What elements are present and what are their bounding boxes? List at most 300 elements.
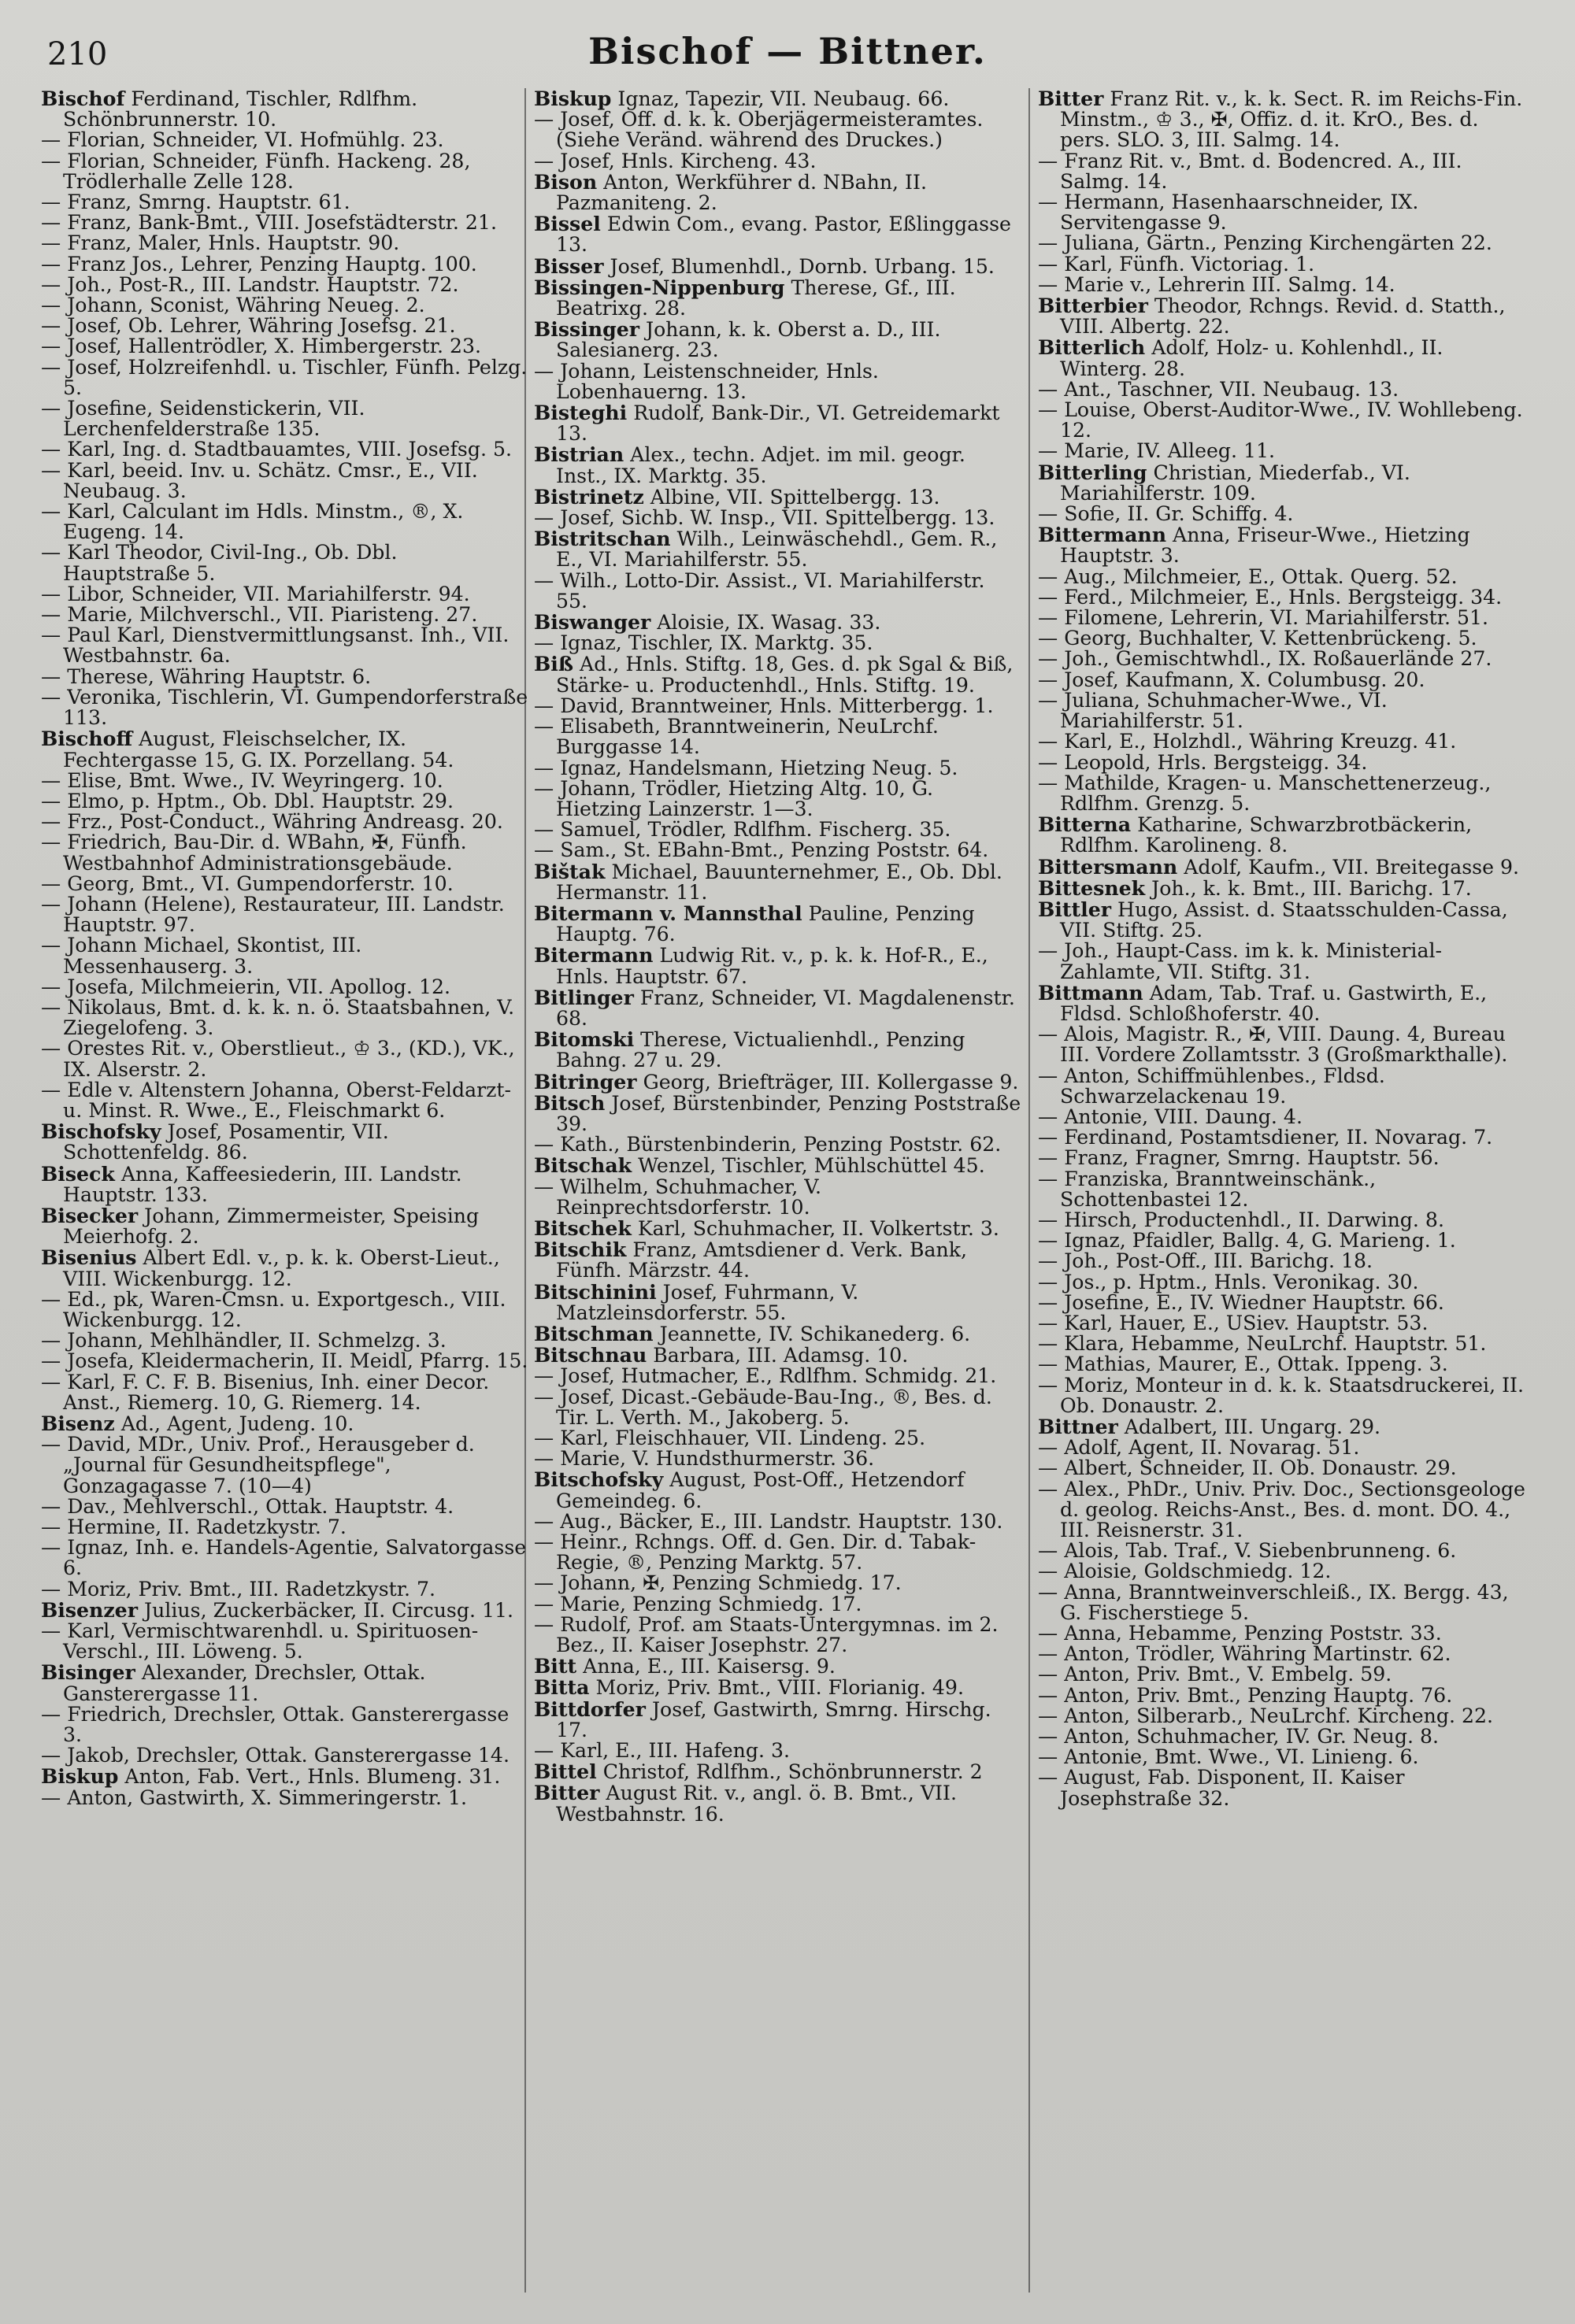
surname: Bisenzer <box>41 1597 138 1622</box>
directory-entry-continuation <box>1038 649 1526 669</box>
entry-text: — Anton, Gastwirth, X. Simmeringerstr. 1. <box>41 1786 468 1809</box>
entry-text: — Hermine, II. Radetzkystr. 7. <box>41 1515 346 1539</box>
directory-entry-continuation <box>534 840 1022 860</box>
directory-entry-continuation <box>41 1579 529 1600</box>
directory-entry-surname <box>41 1662 529 1704</box>
directory-entry-continuation <box>41 192 529 213</box>
entry-text: — Karl, E., Holzhdl., Währing Kreuzg. 41. <box>1038 730 1457 753</box>
directory-entry-continuation <box>534 109 1022 150</box>
entry-text: — Elise, Bmt. Wwe., IV. Weyringerg. 10. <box>41 768 443 792</box>
surname: Bisenz <box>41 1412 115 1435</box>
directory-entry-continuation <box>1038 272 1526 296</box>
entry-text: Anna, Friseur-Wwe., Hietzing Hauptstr. 3. <box>1060 524 1470 568</box>
entry-text: — Adolf, Agent, II. Novarag. 51. <box>1038 1436 1360 1460</box>
directory-entry-continuation <box>534 758 1022 779</box>
entry-text: — Juliana, Gärtn., Penzing Kirchengärten 22. <box>1038 231 1492 255</box>
entry-text: — Josef, Kaufmann, X. Columbusg. 20. <box>1038 668 1425 691</box>
entry-text: — Karl, Fünfh. Victoriag. 1. <box>1038 252 1315 276</box>
entry-text: — Moriz, Priv. Bmt., III. Radetzkystr. 7. <box>41 1577 436 1601</box>
entry-text: Anna, Kaffeesiederin, III. Landstr. Hauptstr. 133. <box>63 1162 462 1206</box>
entry-text: — Aug., Bäcker, E., III. Landstr. Hauptstr. 130. <box>534 1509 1003 1533</box>
directory-entry-surname <box>1038 295 1526 337</box>
entry-text: — Josef, Holzreifenhdl. u. Tischler, Fünfh. Pelzg. 5. <box>41 355 528 399</box>
entry-text: — Ferd., Milchmeier, E., Hnls. Bergsteigg. 34. <box>1038 585 1503 609</box>
surname: Biß <box>534 652 573 676</box>
entry-text: — Wilh., Lotto-Dir. Assist., VI. Mariahilferstr. 55. <box>534 568 985 612</box>
entry-text: — Joh., Haupt-Cass. im k. k. Ministerial-Zahlamte, VII. Stiftg. 31. <box>1038 939 1443 983</box>
directory-entry-continuation <box>1038 1272 1526 1293</box>
entry-text: Josef, Posamentir, VII. Schottenfeldg. 86. <box>63 1120 389 1164</box>
directory-entry-continuation <box>1038 731 1526 752</box>
entry-text: — Johann, Trödler, Hietzing Altg. 10, G. Hietzing Lainzerstr. 1—3. <box>534 776 934 820</box>
directory-entry-continuation <box>41 1038 529 1079</box>
directory-entry-continuation <box>534 1612 1022 1657</box>
directory-entry-surname <box>534 1090 1022 1135</box>
directory-entry-surname <box>534 861 1022 903</box>
surname: Bitlinger <box>534 985 634 1009</box>
entry-text: — Kath., Bürstenbinderin, Penzing Poststr. 62. <box>534 1133 1002 1156</box>
directory-entry-surname <box>534 1218 1022 1239</box>
directory-entry-continuation <box>41 935 529 976</box>
directory-entry-surname <box>534 1279 1022 1324</box>
directory-entry-surname <box>534 1656 1022 1677</box>
entry-text: — Franz Jos., Lehrer, Penzing Hauptg. 100. <box>41 252 477 276</box>
directory-entry-surname <box>1038 1416 1526 1438</box>
surname: Bittel <box>534 1760 597 1784</box>
surname: Bitschnau <box>534 1343 647 1367</box>
directory-entry-continuation <box>41 1080 529 1121</box>
entry-text: — Sofie, II. Gr. Schiffg. 4. <box>1038 502 1294 526</box>
directory-entry-surname <box>534 1155 1022 1176</box>
directory-entry-continuation <box>534 1177 1022 1218</box>
directory-entry-continuation <box>534 361 1022 402</box>
directory-entry-continuation <box>1038 628 1526 649</box>
entry-text: — Mathilde, Kragen- u. Manschettenerzeug., Rdlfhm. Grenzg. 5. <box>1038 771 1492 815</box>
entry-text: Josef, Fuhrmann, V. Matzleinsdorferstr. 55. <box>556 1280 859 1324</box>
entry-text: — Marie v., Lehrerin III. Salmg. 14. <box>1038 272 1395 296</box>
entry-text: — Florian, Schneider, VI. Hofmühlg. 23. <box>41 128 444 152</box>
entry-text: — Josef, Off. d. k. k. Oberjägermeisteramtes. (Siehe Veränd. während des Druckes.) <box>534 108 984 152</box>
surname: Bisteghi <box>534 401 628 425</box>
directory-entry-surname <box>534 444 1022 486</box>
entry-text: — Josef, Ob. Lehrer, Währing Josefsg. 21. <box>41 314 456 338</box>
directory-entry-continuation <box>41 791 529 812</box>
entry-text: Wilh., Leinwäschehdl., Gem. R., E., VI. Mariahilferstr. 55. <box>556 527 998 572</box>
entry-text: — Dav., Mehlverschl., Ottak. Hauptstr. 4. <box>41 1494 454 1518</box>
entry-text: — Franz, Bank-Bmt., VIII. Josefstädterstr. 21. <box>41 211 497 235</box>
surname: Bissinger <box>534 317 640 342</box>
entry-text: — Marie, Milchverschl., VII. Piaristeng. 27. <box>41 603 478 627</box>
surname: Bitter <box>1038 87 1104 110</box>
entry-text: — Hermann, Hasenhaarschneider, IX. Servitengasse 9. <box>1038 191 1419 235</box>
directory-entry-continuation <box>41 664 529 688</box>
directory-entry-continuation <box>41 1517 529 1538</box>
entry-text: — Anton, Trödler, Währing Martinstr. 62. <box>1038 1642 1451 1666</box>
directory-entry-continuation <box>534 1741 1022 1761</box>
directory-entry-continuation <box>41 1494 529 1518</box>
entry-text: Therese, Gf., III. Beatrixg. 28. <box>556 276 956 320</box>
directory-entry-continuation <box>41 1330 529 1351</box>
directory-entry-surname <box>534 1782 1022 1824</box>
directory-entry-surname <box>41 1121 529 1163</box>
directory-entry-continuation <box>41 605 529 625</box>
entry-text: — Libor, Schneider, VII. Mariahilferstr. 94. <box>41 582 470 605</box>
entry-text: — Friedrich, Bau-Dir. d. WBahn, ✠, Fünfh. Westbahnhof Administrationsgebäude. <box>41 831 467 875</box>
directory-entry-continuation <box>1038 1683 1526 1707</box>
directory-entry-surname <box>534 88 1022 109</box>
surname: Bitschman <box>534 1321 654 1345</box>
surname: Bitermann v. Mannsthal <box>534 901 802 925</box>
entry-text: — Karl, Hauer, E., USiev. Hauptstr. 53. <box>1038 1311 1429 1334</box>
directory-entry-surname <box>534 612 1022 633</box>
surname: Bitterbier <box>1038 294 1148 318</box>
entry-text: — Karl, Calculant im Hdls. Minstm., ®, X. Eugeng. 14. <box>41 500 464 544</box>
entry-text: — Albert, Schneider, II. Ob. Donaustr. 29. <box>1038 1456 1457 1480</box>
directory-entry-continuation <box>41 336 529 357</box>
directory-entry-continuation <box>41 1704 529 1745</box>
directory-entry-continuation <box>1038 1230 1526 1251</box>
directory-entry-continuation <box>1038 1458 1526 1478</box>
directory-entry-continuation <box>41 213 529 233</box>
directory-entry-continuation <box>1038 1169 1526 1210</box>
directory-entry-continuation <box>534 1449 1022 1469</box>
entry-text: Franz Rit. v., k. k. Sect. R. im Reichs-Fin. Minstm., ♔ 3., ✠, Offiz. d. it. KrO., Bes. d. pers. SLO. 3, III. Salmg. 14. <box>1060 87 1523 152</box>
entry-text: Karl, Schuhmacher, II. Volkertstr. 3. <box>631 1216 999 1240</box>
directory-entry-surname <box>41 1161 529 1206</box>
entry-text: — David, MDr., Univ. Prof., Herausgeber d. „Journal für Gesundheitspflege", Gonzagagasse 7. (10—4) <box>41 1433 475 1497</box>
directory-entry-continuation <box>1038 1334 1526 1354</box>
entry-text: — Josef, Hnls. Kircheng. 43. <box>534 149 817 172</box>
entry-text: Joh., k. k. Bmt., III. Barichg. 17. <box>1145 876 1472 900</box>
surname: Bisinger <box>41 1660 135 1685</box>
entry-text: Ferdinand, Tischler, Rdlfhm. Schönbrunnerstr. 10. <box>63 87 418 131</box>
entry-text: Alex., techn. Adjet. im mil. geogr. Inst., IX. Marktg. 35. <box>556 443 965 487</box>
entry-text: — Frz., Post-Conduct., Währing Andreasg. 20. <box>41 810 503 834</box>
entry-text: Alexander, Drechsler, Ottak. Gansterergasse 11. <box>63 1661 426 1705</box>
directory-entry-surname <box>534 528 1022 570</box>
entry-text: Rudolf, Bank-Dir., VI. Getreidemarkt 13. <box>556 402 1000 446</box>
directory-entry-continuation <box>1038 670 1526 690</box>
entry-text: — Johann, ✠, Penzing Schmiedg. 17. <box>534 1571 902 1595</box>
column-1 <box>41 88 529 1808</box>
directory-entry-continuation <box>41 130 529 150</box>
entry-text: — Elmo, p. Hptm., Ob. Dbl. Hauptstr. 29. <box>41 789 454 812</box>
entry-text: — Karl, F. C. F. B. Bisenius, Inh. einer Decor. Anst., Riemerg. 10, G. Riemerg. 14. <box>41 1370 490 1414</box>
directory-entry-surname <box>534 319 1022 361</box>
directory-entry-surname <box>1038 88 1526 151</box>
directory-entry-continuation <box>1038 1438 1526 1458</box>
directory-entry-continuation <box>1038 1313 1526 1334</box>
directory-entry-continuation <box>534 1387 1022 1428</box>
surname: Bittdorfer <box>534 1697 646 1721</box>
entry-text: Adolf, Holz- u. Kohlenhdl., II. Winterg. 28. <box>1060 336 1443 380</box>
directory-entry-continuation <box>41 398 529 439</box>
directory-entry-continuation <box>41 151 529 192</box>
entry-text: — Leopold, Hrls. Bergsteigg. 34. <box>1038 750 1368 774</box>
surname: Bittner <box>1038 1415 1118 1438</box>
surname: Bistritschan <box>534 527 671 551</box>
entry-text: — Joh., Gemischtwhdl., IX. Roßauerlände 27. <box>1038 647 1492 671</box>
entry-text: — Karl, Ing. d. Stadtbauamtes, VIII. Josefsg. 5. <box>41 438 513 461</box>
entry-text: Albine, VII. Spittelbergg. 13. <box>643 485 940 509</box>
surname: Bitschak <box>534 1153 632 1178</box>
directory-entry-continuation <box>1038 1107 1526 1127</box>
entry-text: Anna, E., III. Kaisersg. 9. <box>576 1655 836 1678</box>
directory-entry-continuation <box>41 625 529 666</box>
directory-entry-continuation <box>1038 1664 1526 1685</box>
directory-entry-surname <box>534 213 1022 255</box>
entry-text: — Ignaz, Handelsmann, Hietzing Neug. 5. <box>534 756 958 779</box>
directory-entry-continuation <box>1038 1644 1526 1664</box>
surname: Bitschek <box>534 1216 632 1240</box>
directory-entry-continuation <box>534 1428 1022 1449</box>
entry-text: August, Post-Off., Hetzendorf Gemeindeg. 6. <box>556 1468 965 1512</box>
entry-text: Adam, Tab. Traf. u. Gastwirth, E., Fldsd. Schloßhoferstr. 40. <box>1060 981 1488 1025</box>
directory-entry-surname <box>534 1029 1022 1071</box>
entry-text: Johann, Zimmermeister, Speising Meierhofg. 2. <box>63 1204 480 1249</box>
directory-entry-continuation <box>1038 773 1526 814</box>
entry-text: — Aloisie, Goldschmiedg. 12. <box>1038 1560 1332 1583</box>
directory-entry-continuation <box>41 295 529 316</box>
directory-entry-continuation <box>1038 1354 1526 1375</box>
directory-entry-surname <box>534 253 1022 278</box>
directory-entry-surname <box>534 1677 1022 1698</box>
directory-entry-continuation <box>41 874 529 894</box>
entry-text: — Wilhelm, Schuhmacher, V. Reinprechtsdorferstr. 10. <box>534 1175 822 1219</box>
entry-text: — Georg, Buchhalter, V. Kettenbrückeng. 5. <box>1038 627 1477 650</box>
entry-text: — Friedrich, Drechsler, Ottak. Gansterergasse 3. <box>41 1702 510 1747</box>
entry-text: — Antonie, VIII. Daung. 4. <box>1038 1105 1303 1128</box>
entry-text: Johann, k. k. Oberst a. D., III. Salesianerg. 23. <box>556 318 941 362</box>
directory-entry-continuation <box>41 1788 529 1808</box>
directory-entry-continuation <box>1038 1066 1526 1107</box>
entry-text: — Marie, V. Hundsthurmerstr. 36. <box>534 1447 875 1471</box>
entry-text: — Florian, Schneider, Fünfh. Hackeng. 28, Trödlerhalle Zelle 128. <box>41 149 471 193</box>
directory-entry-surname <box>534 1699 1022 1741</box>
page-header <box>0 30 1575 85</box>
directory-entry-continuation <box>41 1621 529 1662</box>
surname: Bissingen-Nippenburg <box>534 275 785 299</box>
entry-text: August, Fleischselcher, IX. Fechtergasse 15, G. IX. Porzellang. 54. <box>63 727 454 772</box>
directory-entry-continuation <box>41 254 529 275</box>
surname: Bittermann <box>1038 523 1167 547</box>
directory-entry-continuation <box>534 1594 1022 1615</box>
entry-text: August Rit. v., angl. ö. B. Bmt., VII. Westbahnstr. 16. <box>556 1782 957 1826</box>
entry-text: Franz, Amtsdiener d. Verk. Bank, Fünfh. Märzstr. 44. <box>556 1238 968 1282</box>
entry-text: — Elisabeth, Branntweinerin, NeuLrchf. Burggasse 14. <box>534 715 939 759</box>
entry-text: — Franz, Fragner, Smrng. Hauptstr. 56. <box>1038 1146 1440 1170</box>
surname: Bitterna <box>1038 812 1132 837</box>
surname: Bistrian <box>534 442 624 467</box>
directory-entry-continuation <box>1038 151 1526 192</box>
directory-entry-continuation <box>41 1745 529 1766</box>
directory-entry-continuation <box>534 508 1022 528</box>
directory-entry-continuation <box>1038 1148 1526 1168</box>
entry-text: — Rudolf, Prof. am Staats-Untergymnas. im 2. Bez., II. Kaiser Josephstr. 27. <box>534 1612 999 1657</box>
column-3 <box>1038 88 1526 1809</box>
directory-entry-continuation <box>41 1287 529 1331</box>
surname: Bisecker <box>41 1203 139 1227</box>
entry-text: — Marie, Penzing Schmiedg. 17. <box>534 1592 862 1615</box>
entry-text: Hugo, Assist. d. Staatsschulden-Cassa, VII. Stiftg. 25. <box>1060 897 1508 942</box>
directory-entry-continuation <box>534 1509 1022 1533</box>
entry-text: — Anna, Hebamme, Penzing Poststr. 33. <box>1038 1622 1442 1645</box>
directory-entry-surname <box>41 1597 529 1622</box>
entry-text: — Ant., Taschner, VII. Neubaug. 13. <box>1038 377 1399 401</box>
column-2 <box>534 88 1022 1825</box>
entry-text: — Johann Michael, Skontist, III. Messenhauserg. 3. <box>41 934 362 978</box>
surname: Bištak <box>534 859 606 883</box>
entry-text: — Antonie, Bmt. Wwe., VI. Linieng. 6. <box>1038 1745 1419 1769</box>
surname: Bitta <box>534 1675 590 1700</box>
surname: Bison <box>534 169 598 194</box>
directory-entry-continuation <box>41 832 529 873</box>
directory-entry-surname <box>534 945 1022 986</box>
directory-entry-continuation <box>41 812 529 832</box>
entry-text: — Karl, Vermischtwarenhdl. u. Spirituosen-Verschl., III. Löweng. 5. <box>41 1619 479 1663</box>
entry-text: — Jakob, Drechsler, Ottak. Gansterergasse 14. <box>41 1744 510 1767</box>
directory-entry-continuation <box>1038 254 1526 275</box>
surname: Bitter <box>534 1781 600 1805</box>
entry-text: — Joh., Post-Off., III. Barichg. 18. <box>1038 1249 1373 1273</box>
directory-entry-continuation <box>1038 400 1526 441</box>
entry-text: Theodor, Rchngs. Revid. d. Statth., VIII. Albertg. 22. <box>1060 294 1506 339</box>
entry-text: — Samuel, Trödler, Rdlfhm. Fischerg. 35. <box>534 818 951 842</box>
entry-text: Adalbert, III. Ungarg. 29. <box>1117 1415 1381 1438</box>
directory-entry-continuation <box>41 1372 529 1413</box>
entry-text: Albert Edl. v., p. k. k. Oberst-Lieut., VIII. Wickenburgg. 12. <box>63 1246 500 1290</box>
entry-text: — Aug., Milchmeier, E., Ottak. Querg. 52. <box>1038 564 1458 588</box>
entry-text: — Josef, Sichb. W. Insp., VII. Spittelbergg. 13. <box>534 506 995 530</box>
surname: Bischoff <box>41 727 133 751</box>
entry-text: — Ignaz, Inh. e. Handels-Agentie, Salvatorgasse 6. <box>41 1536 527 1580</box>
directory-entry-surname <box>534 402 1022 444</box>
directory-entry-surname <box>1038 854 1526 879</box>
entry-text: — Johann (Helene), Restaurateur, III. Landstr. Hauptstr. 97. <box>41 892 505 937</box>
entry-text: Christian, Miederfab., VI. Mariahilferstr. 109. <box>1060 461 1410 505</box>
directory-entry-surname <box>41 1247 529 1289</box>
directory-entry-continuation <box>1038 1706 1526 1726</box>
surname: Bitschofsky <box>534 1467 664 1492</box>
directory-entry-surname <box>534 1071 1022 1093</box>
entry-text: Moriz, Priv. Bmt., VIII. Florianig. 49. <box>589 1676 964 1700</box>
entry-text: Anton, Fab. Vert., Hnls. Blumeng. 31. <box>118 1765 501 1789</box>
directory-entry-surname <box>534 1761 1022 1782</box>
entry-text: — Karl, beeid. Inv. u. Schätz. Cmsr., E., VII. Neubaug. 3. <box>41 458 478 502</box>
surname: Bitschik <box>534 1238 627 1262</box>
directory-entry-continuation <box>1038 1747 1526 1767</box>
directory-entry-continuation <box>41 439 529 460</box>
entry-text: — Anton, Schiffmühlenbes., Fldsd. Schwarzelackenau 19. <box>1038 1064 1385 1108</box>
entry-text: — Filomene, Lehrerin, VI. Mariahilferstr. 51. <box>1038 606 1489 630</box>
surname: Bitermann <box>534 943 654 968</box>
directory-entry-continuation <box>41 768 529 792</box>
entry-text: — Therese, Währing Hauptstr. 6. <box>41 664 372 688</box>
entry-text: — Ed., pk, Waren-Cmsn. u. Exportgesch., VIII. Wickenburgg. 12. <box>41 1287 506 1331</box>
entry-text: Edwin Com., evang. Pastor, Eßlinggasse 13. <box>556 213 1011 257</box>
entry-text: Ignaz, Tapezir, VII. Neubaug. 66. <box>611 87 950 110</box>
directory-entry-surname <box>1038 524 1526 566</box>
surname: Bitringer <box>534 1069 637 1094</box>
entry-text: — Paul Karl, Dienstvermittlungsanst. Inh., VII. Westbahnstr. 6a. <box>41 624 510 668</box>
directory-entry-continuation <box>1038 608 1526 628</box>
directory-entry-continuation <box>41 687 529 728</box>
entry-text: — Josefa, Milchmeierin, VII. Apollog. 12. <box>41 975 450 998</box>
entry-text: Aloisie, IX. Wasag. 33. <box>650 611 881 635</box>
entry-text: Katharine, Schwarzbrotbäckerin, Rdlfhm. Karolineng. 8. <box>1060 813 1473 857</box>
directory-entry-continuation <box>1038 690 1526 731</box>
column-divider <box>1028 88 1030 2293</box>
entry-text: — Alois, Magistr. R., ✠, VIII. Daung. 4, Bureau III. Vordere Zollamtsstr. 3 (Großmarkthalle). <box>1038 1023 1508 1067</box>
directory-entry-continuation <box>1038 1726 1526 1747</box>
directory-entry-continuation <box>1038 233 1526 253</box>
entry-text: — Klara, Hebamme, NeuLrchf. Hauptstr. 51. <box>1038 1332 1487 1356</box>
entry-text: — Moriz, Monteur in d. k. k. Staatsdruckerei, II. Ob. Donaustr. 2. <box>1038 1373 1525 1417</box>
directory-entry-continuation <box>1038 1210 1526 1230</box>
entry-text: — Hirsch, Productenhdl., II. Darwing. 8. <box>1038 1208 1444 1231</box>
directory-entry-surname <box>41 88 529 130</box>
entry-text: Barbara, III. Adamsg. 10. <box>647 1344 909 1367</box>
directory-entry-continuation <box>41 1538 529 1578</box>
entry-text: — Georg, Bmt., VI. Gumpendorferstr. 10. <box>41 872 454 895</box>
entry-text: — Franz, Smrng. Hauptstr. 61. <box>41 191 350 214</box>
directory-entry-continuation <box>41 1351 529 1371</box>
entry-text: Adolf, Kaufm., VII. Breitegasse 9. <box>1177 855 1520 879</box>
entry-text: — Anton, Schuhmacher, IV. Gr. Neug. 8. <box>1038 1725 1440 1749</box>
directory-entry-continuation <box>1038 1290 1526 1314</box>
entry-text: — Johann, Mehlhändler, II. Schmelzg. 3. <box>41 1329 447 1353</box>
entry-text: — Heinr., Rchngs. Off. d. Gen. Dir. d. Tabak-Regie, ®, Penzing Marktg. 57. <box>534 1530 976 1575</box>
directory-entry-continuation <box>41 357 529 398</box>
entry-text: — Ignaz, Pfaidler, Ballg. 4, G. Marieng. 1. <box>1038 1229 1456 1253</box>
entry-text: Josef, Gastwirth, Smrng. Hirschg. 17. <box>556 1697 991 1741</box>
directory-entry-continuation <box>1038 564 1526 588</box>
entry-text: — Ferdinand, Postamtsdiener, II. Novarag. 7. <box>1038 1126 1493 1149</box>
surname: Bischof <box>41 87 125 110</box>
entry-text: Julius, Zuckerbäcker, II. Circusg. 11. <box>137 1598 514 1622</box>
directory-entry-continuation <box>534 1573 1022 1593</box>
entry-text: — Josef, Hallentrödler, X. Himbergerstr. 23. <box>41 335 482 358</box>
directory-entry-continuation <box>534 633 1022 653</box>
page-title: Bischof — Bittner. <box>588 30 987 72</box>
surname: Bischofsky <box>41 1119 161 1144</box>
directory-entry-surname <box>534 169 1022 215</box>
entry-text: — Johann, Leistenschneider, Hnls. Lobenhauerng. 13. <box>534 359 879 403</box>
entry-text: — Karl, Fleischhauer, VII. Lindeng. 25. <box>534 1427 926 1449</box>
entry-text: — Karl, E., III. Hafeng. 3. <box>534 1739 791 1763</box>
entry-text: — Johann, Sconist, Währing Neueg. 2. <box>41 294 425 317</box>
entry-text: — Joh., Post-R., III. Landstr. Hauptstr. 72. <box>41 272 459 296</box>
directory-entry-continuation <box>1038 1582 1526 1623</box>
surname: Bitterling <box>1038 460 1147 484</box>
surname: Bitschinini <box>534 1279 657 1304</box>
directory-entry-surname <box>534 1323 1022 1345</box>
directory-entry-surname <box>41 728 529 770</box>
directory-entry-surname <box>1038 899 1526 941</box>
directory-entry-surname <box>534 987 1022 1029</box>
directory-entry-continuation <box>1038 504 1526 524</box>
entry-text: Georg, Briefträger, III. Kollergasse 9. <box>636 1070 1019 1094</box>
entry-text: — Franziska, Branntweinschänk., Schottenbastei 12. <box>1038 1167 1377 1211</box>
directory-entry-continuation <box>41 316 529 336</box>
directory-entry-continuation <box>1038 1375 1526 1416</box>
directory-entry-continuation <box>1038 1767 1526 1808</box>
directory-entry-continuation <box>41 458 529 502</box>
directory-entry-surname <box>41 1413 529 1434</box>
surname: Biseck <box>41 1161 115 1186</box>
directory-entry-surname <box>1038 337 1526 379</box>
directory-entry-surname <box>41 1766 529 1787</box>
